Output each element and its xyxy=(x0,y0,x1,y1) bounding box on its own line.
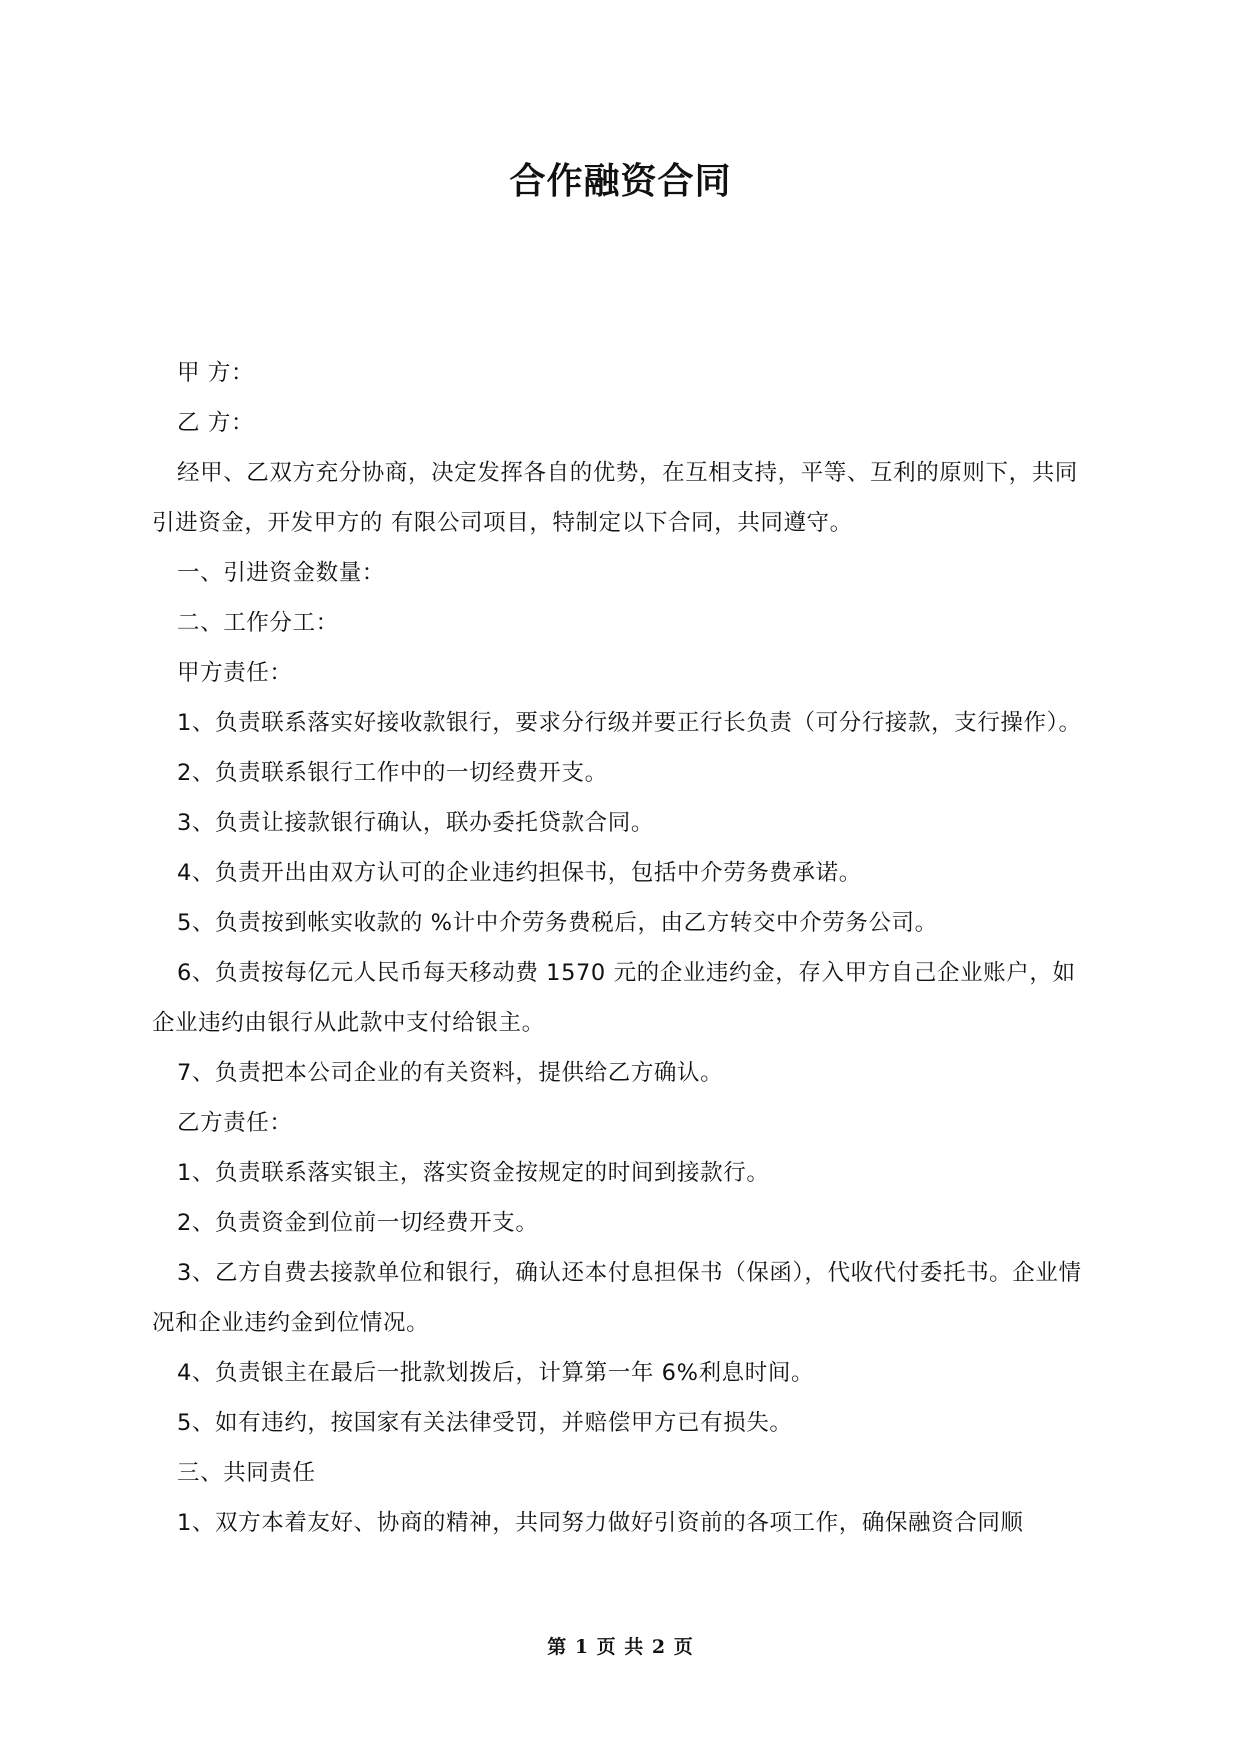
paragraph-party-b: 乙 方： xyxy=(177,410,255,436)
party-b-item-4: 4、负责银主在最后一批款划拨后，计算第一年 6%利息时间。 xyxy=(177,1360,815,1386)
party-a-item-6: 6、负责按每亿元人民币每天移动费 1570 元的企业违约金，存入甲方自己企业账户，如企业违约由银行从此款中支付给银主。 xyxy=(152,960,1076,1036)
party-a-item-2: 2、负责联系银行工作中的一切经费开支。 xyxy=(177,760,608,786)
party-a-item-5: 5、负责按到帐实收款的 %计中介劳务费税后，由乙方转交中介劳务公司。 xyxy=(177,910,938,936)
paragraph-preamble: 经甲、乙双方充分协商，决定发挥各自的优势，在互相支持，平等、互利的原则下，共同引进资金，开发甲方的 有限公司项目，特制定以下合同，共同遵守。 xyxy=(152,460,1078,536)
subheading-party-a-duties: 甲方责任： xyxy=(177,660,293,686)
page-number-footer: 第 1 页 共 2 页 xyxy=(547,1636,694,1658)
section-heading-joint-duties: 三、共同责任 xyxy=(177,1460,316,1486)
party-b-item-2: 2、负责资金到位前一切经费开支。 xyxy=(177,1210,539,1236)
paragraph-party-a: 甲 方： xyxy=(177,360,255,386)
party-a-item-7: 7、负责把本公司企业的有关资料，提供给乙方确认。 xyxy=(177,1060,724,1086)
section-heading-division-of-work: 二、工作分工： xyxy=(177,610,339,636)
party-b-item-1: 1、负责联系落实银主，落实资金按规定的时间到接款行。 xyxy=(177,1160,770,1186)
party-a-item-1: 1、负责联系落实好接收款银行，要求分行级并要正行长负责（可分行接款，支行操作）。 xyxy=(177,710,1082,736)
document-body xyxy=(152,348,1097,1548)
document-title: 合作融资合同 xyxy=(509,161,732,202)
party-a-item-4: 4、负责开出由双方认可的企业违约担保书，包括中介劳务费承诺。 xyxy=(177,860,862,886)
subheading-party-b-duties: 乙方责任： xyxy=(177,1110,293,1136)
section-heading-funding-amount: 一、引进资金数量： xyxy=(177,560,385,586)
party-b-item-5: 5、如有违约，按国家有关法律受罚，并赔偿甲方已有损失。 xyxy=(177,1410,793,1436)
party-a-item-3: 3、负责让接款银行确认，联办委托贷款合同。 xyxy=(177,810,654,836)
party-b-item-3: 3、乙方自费去接款单位和银行，确认还本付息担保书（保函），代收代付委托书。企业情况和企业违约金到位情况。 xyxy=(152,1260,1082,1336)
joint-item-1: 1、双方本着友好、协商的精神，共同努力做好引资前的各项工作，确保融资合同顺 xyxy=(177,1510,1024,1536)
